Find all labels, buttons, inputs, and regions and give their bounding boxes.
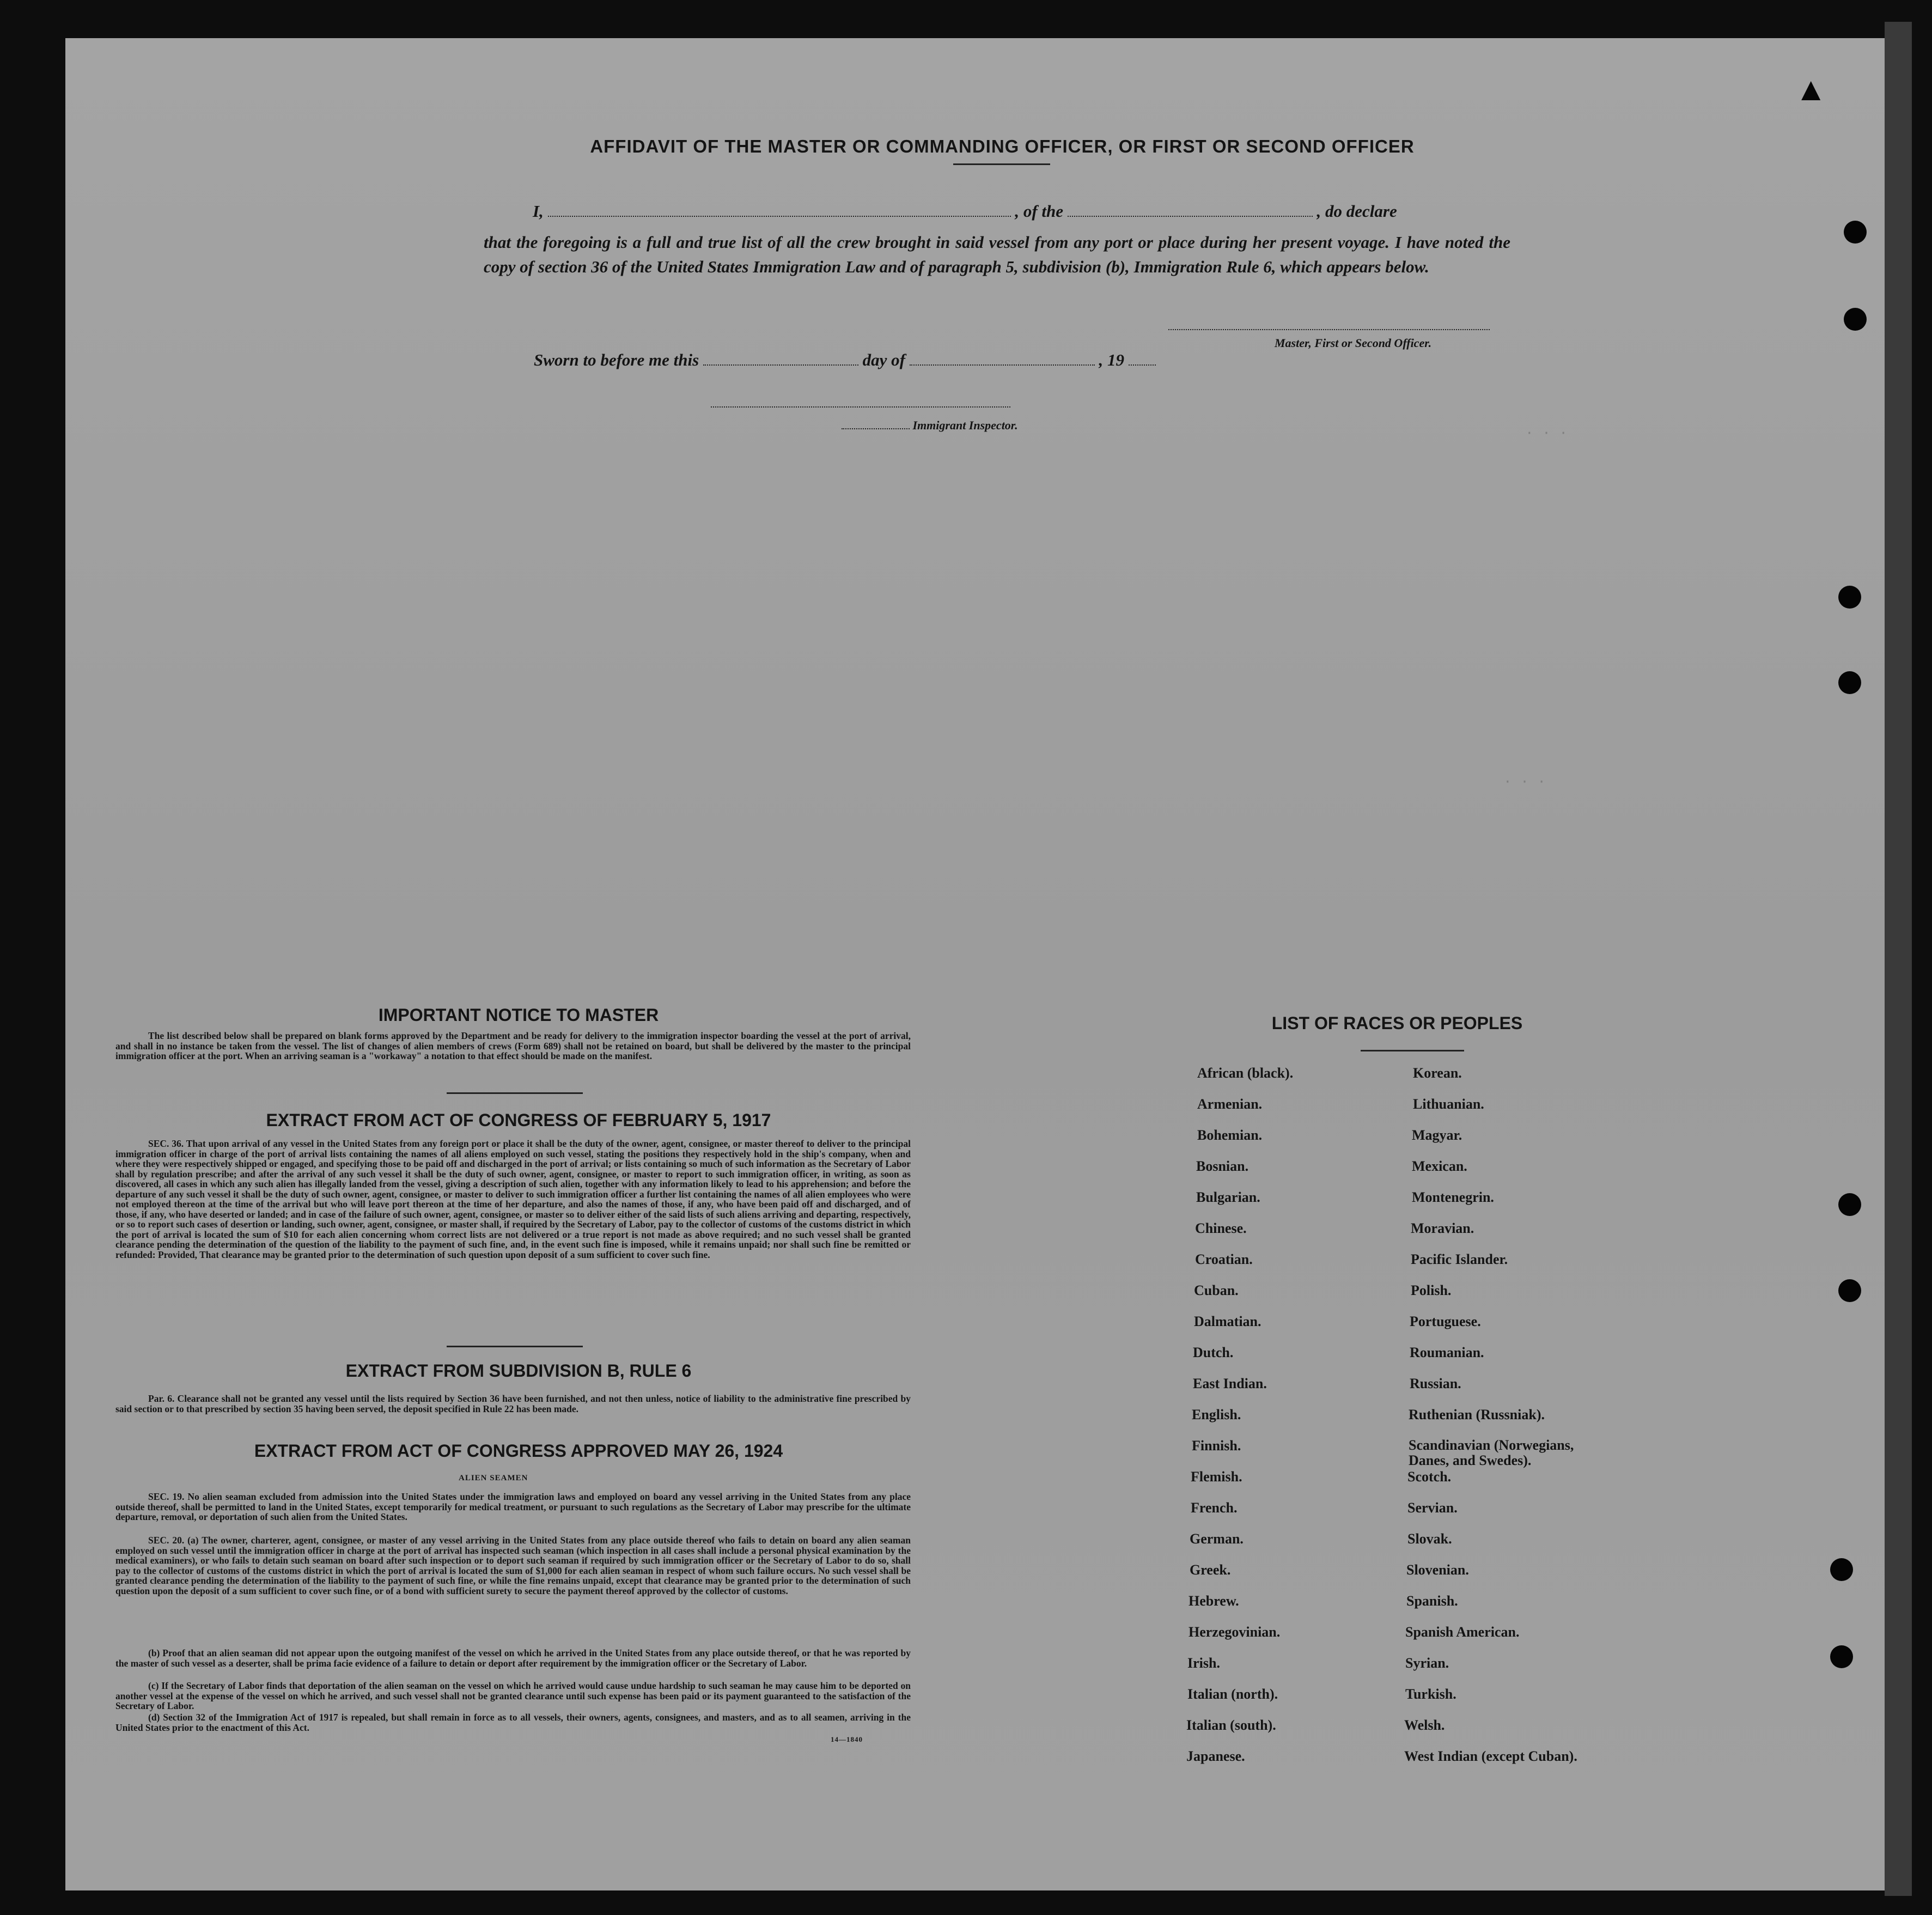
race-item: Russian. (1410, 1376, 1461, 1391)
declarant-line (533, 202, 1397, 221)
inspector-dots (842, 421, 910, 429)
binder-hole (1838, 586, 1861, 609)
race-item: Syrian. (1405, 1655, 1449, 1671)
signature-label: Master, First or Second Officer. (1275, 336, 1432, 350)
race-item: Moravian. (1411, 1220, 1474, 1236)
of-the-label: , of the (1015, 202, 1064, 221)
race-item: Polish. (1411, 1282, 1452, 1298)
race-item: Ruthenian (Russniak). (1409, 1407, 1545, 1422)
race-item: Armenian. (1197, 1096, 1263, 1112)
race-item: Irish. (1187, 1655, 1220, 1671)
race-item: Cuban. (1194, 1282, 1239, 1298)
extract-rule6-body: Par. 6. Clearance shall not be granted any vessel until the lists required by Section 36 have been furnished, and not then unless, notice of liability to the administrative fine prescribed by said section or to that prescribed by section 35 having been served, the deposit specified in Rule 22 has been made. (115, 1393, 911, 1414)
day-of-label: day of (862, 350, 905, 369)
race-item: Slovak. (1407, 1531, 1452, 1547)
race-item: African (black). (1197, 1065, 1294, 1081)
race-item: Magyar. (1412, 1127, 1462, 1143)
extract-1924-sec20a: SEC. 20. (a) The owner, charterer, agent, consignee, or master of any vessel arriving in the United States from any place outside thereof who fails to detain on board any alien seaman employed on such vessel until the immigration officer in charge at the port of arrival has inspected such seaman (which inspection in all cases shall include a personal physical examination by the medical examiners), or who fails to detain such seaman on board after such inspection or to deport such seaman if required by such immigration officer or the Secretary of Labor to do so, shall pay to the collector of customs of the customs district in which the port of arrival is located the sum of $1,000 for each alien seaman in respect of whom such failure occurs. No such vessel shall be granted clearance pending the determination of the liability to the payment of such fine, or while the fine remains unpaid, except that clearance may be granted prior to the determination of such question upon the deposit of a sum sufficient to cover such fine, or of a bond with sufficient surety to secure the payment thereof approved by the collector of customs. (115, 1535, 911, 1596)
race-item: Roumanian. (1410, 1345, 1484, 1360)
binder-hole (1838, 1279, 1861, 1302)
race-item: Bosnian. (1196, 1158, 1249, 1174)
vessel-field[interactable] (1068, 203, 1313, 217)
race-item: Dalmatian. (1194, 1314, 1261, 1329)
race-item: Slovenian. (1406, 1562, 1469, 1578)
extract-1924-sec20c: (c) If the Secretary of Labor finds that deportation of the alien seaman on the vessel on which he arrived would cause undue hardship to such seaman he may cause him to be deported on another vessel at the expense of the vessel on which he arrived, and such vessel shall not be granted clearance until such expense has been paid or its payment guaranteed to the satisfaction of the Secretary of Labor. (115, 1680, 911, 1711)
race-item: Greek. (1190, 1562, 1231, 1578)
race-item: Italian (south). (1186, 1717, 1276, 1733)
affidavit-title: AFFIDAVIT OF THE MASTER OR COMMANDING OFFICER, OR FIRST OR SECOND OFFICER (590, 136, 1415, 156)
binder-hole (1844, 221, 1867, 244)
race-item: German. (1190, 1531, 1244, 1547)
race-item: Montenegrin. (1412, 1189, 1494, 1205)
sworn-month-field[interactable] (910, 351, 1095, 366)
binder-hole (1838, 1193, 1861, 1216)
extract-rule6-title: EXTRACT FROM SUBDIVISION B, RULE 6 (345, 1361, 692, 1381)
corner-arrow-mark: ▲ (1795, 71, 1827, 107)
race-item: Turkish. (1405, 1686, 1456, 1702)
race-item: Mexican. (1412, 1158, 1467, 1174)
bleed-through-mark: · · · (1503, 774, 1546, 790)
page-edge (1885, 22, 1912, 1896)
race-item: Croatian. (1195, 1251, 1253, 1267)
inspector-signature-field[interactable] (711, 393, 1010, 408)
race-item: Chinese. (1195, 1220, 1247, 1236)
race-item: Spanish. (1406, 1593, 1458, 1609)
name-field[interactable] (548, 203, 1011, 217)
race-item: Scandinavian (Norwegians, Danes, and Swedes). (1409, 1437, 1574, 1468)
sworn-line (534, 350, 1156, 370)
race-item: Flemish. (1191, 1469, 1242, 1485)
race-item: Dutch. (1193, 1345, 1234, 1360)
extract-1924-sec19: SEC. 19. No alien seaman excluded from admission into the United States under the immigration laws and employed on board any vessel arriving in the United States from any place outside thereof, shall be permitted to land in the United States, except temporarily for medical treatment, or pursuant to such regulations as the Secretary of Labor may prescribe for the ultimate departure, removal, or deportation of such alien from the United States. (115, 1491, 911, 1522)
notice-rule (447, 1092, 583, 1094)
document-page (65, 38, 1889, 1890)
sworn-label: Sworn to before me this (534, 350, 699, 369)
sworn-day-field[interactable] (703, 351, 858, 366)
race-item: East Indian. (1193, 1376, 1267, 1391)
race-item: Lithuanian. (1413, 1096, 1484, 1112)
inspector-label-text: Immigrant Inspector. (912, 418, 1018, 432)
bleed-through-mark: · · · (1525, 425, 1568, 441)
race-item: French. (1191, 1500, 1238, 1516)
races-rule (1361, 1050, 1464, 1051)
extract-1924-sec20d: (d) Section 32 of the Immigration Act of 1917 is repealed, but shall remain in force as to all vessels, their owners, agents, consignees, and masters, and as to all seamen, arriving in the United States prior to the enactment of this Act. (115, 1712, 911, 1733)
races-title: LIST OF RACES OR PEOPLES (1271, 1013, 1523, 1033)
extract-1917-title: EXTRACT FROM ACT OF CONGRESS OF FEBRUARY 5, 1917 (266, 1110, 771, 1130)
race-item: Hebrew. (1189, 1593, 1239, 1609)
affidavit-body: that the foregoing is a full and true list of all the crew brought in said vessel from any port or place during her present voyage. I have noted the copy of section 36 of the United States Immigration Law and of paragraph 5, subdivision (b), Immigration Rule 6, which appears below. (484, 233, 1510, 276)
year-label: , 19 (1099, 350, 1124, 369)
notice-title: IMPORTANT NOTICE TO MASTER (378, 1005, 659, 1025)
binder-hole (1830, 1558, 1853, 1581)
do-declare-label: , do declare (1317, 202, 1397, 221)
title-rule (953, 163, 1050, 165)
extract-1924-title: EXTRACT FROM ACT OF CONGRESS APPROVED MAY 26, 1924 (254, 1441, 783, 1461)
race-item: Finnish. (1192, 1438, 1241, 1454)
binder-hole (1844, 308, 1867, 331)
sworn-year-field[interactable] (1129, 351, 1156, 366)
race-item: Herzegovinian. (1189, 1624, 1281, 1640)
race-item: Pacific Islander. (1411, 1251, 1508, 1267)
race-item: Bohemian. (1197, 1127, 1263, 1143)
race-item: Japanese. (1186, 1748, 1245, 1764)
race-item: Korean. (1413, 1065, 1462, 1081)
signature-field[interactable] (1168, 316, 1490, 330)
form-number: 14—1840 (831, 1735, 863, 1743)
race-item: Portuguese. (1410, 1314, 1481, 1329)
race-item: West Indian (except Cuban). (1404, 1748, 1577, 1764)
inspector-label (842, 418, 1018, 433)
binder-hole (1830, 1645, 1853, 1668)
binder-hole (1838, 671, 1861, 694)
race-item: Servian. (1407, 1500, 1458, 1516)
race-item: Spanish American. (1405, 1624, 1520, 1640)
race-item: Italian (north). (1187, 1686, 1278, 1702)
extract-1924-subtitle: ALIEN SEAMEN (459, 1474, 528, 1482)
notice-body: The list described below shall be prepared on blank forms approved by the Department and be ready for delivery to the immigration inspector boarding the vessel at the port of arrival, and shall in no instance be taken from the vessel. The list of changes of alien members of crews (Form 689) shall not be retained on board, but shall be delivered by the master to the principal immigration officer at the port. When an arriving seaman is a "workaway" a notation to that effect should be made on the manifest. (115, 1030, 911, 1061)
race-item: English. (1192, 1407, 1241, 1422)
extract-1924-sec20b: (b) Proof that an alien seaman did not appear upon the outgoing manifest of the vessel on which he arrived in the United States from any place outside thereof, or that he was reported by the master of such vessel as a deserter, shall be prima facie evidence of a failure to detain or deport after requirement by the immigration officer or the Secretary of Labor. (115, 1647, 911, 1669)
extract-1917-body: SEC. 36. That upon arrival of any vessel in the United States from any foreign port or place it shall be the duty of the owner, agent, consignee, or master thereof to deliver to the principal immigration officer in charge of the port of arrival lists containing the names of all aliens employed on such vessel, stating the positions they respectively hold in the ship's company, when and where they were respectively shipped or engaged, and specifying those to be paid off and discharged in the port of arrival; or lists containing so much of such information as the Secretary of Labor shall by regulation prescribe; and after the arrival of any such vessel it shall be the duty of such owner, agent, consignee, or master to report to such immigration officer, in writing, as soon as discovered, all cases in which any such alien has illegally landed from the vessel, giving a description of such alien, together with any information likely to lead to his apprehension; and before the departure of any such vessel it shall be the duty of such owner, agent, consignee, or master to deliver to such immigration officer a further list containing the names of all alien employees who were not employed thereon at the time of the arrival but who will leave port thereon at the time of her departure, and also the names of those, if any, who have been paid off and discharged, and of those, if any, who have deserted or landed; and in case of the failure of such owner, agent, consignee, or master so to deliver either of the said lists of such aliens arriving and departing, respectively, or so to report such cases of desertion or landing, such owner, agent, consignee, or master shall, if required by the Secretary of Labor, pay to the collector of customs of the customs district in which the port of arrival is located the sum of $10 for each alien concerning whom correct lists are not delivered or a true report is not made as above required; and no such vessel shall be granted clearance pending the determination of the question of the liability to the payment of such fine, and, in the event such fine is imposed, while it remains unpaid; nor shall such fine be remitted or refunded: Provided, That clearance may be granted prior to the determination of such question upon deposit of a sum sufficient to cover such fine. (115, 1138, 911, 1260)
race-item: Welsh. (1404, 1717, 1445, 1733)
extract-1917-rule (447, 1346, 583, 1347)
race-item: Scotch. (1407, 1469, 1452, 1485)
i-label: I, (533, 202, 544, 221)
race-item: Bulgarian. (1196, 1189, 1260, 1205)
